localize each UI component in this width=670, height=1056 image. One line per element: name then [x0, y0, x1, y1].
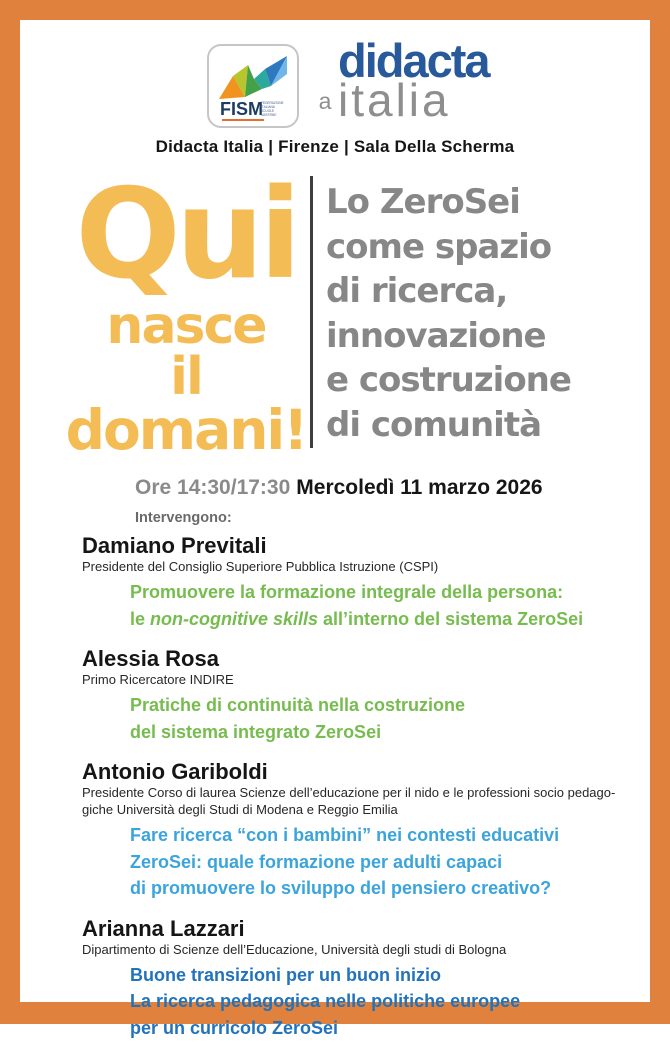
fism-acronym-text: FISM [220, 99, 263, 119]
svg-text:SCUOLE: SCUOLE [261, 109, 275, 113]
title-right-block [326, 180, 656, 447]
speaker-talk-line: le non-cognitive skills all’interno del sistema ZeroSei [130, 608, 584, 629]
svg-text:MATERNE: MATERNE [261, 113, 277, 117]
speaker-talk-line: Buone transizioni per un buon inizio [130, 964, 441, 985]
title-left-line: Qui [75, 163, 297, 307]
speaker-name: Arianna Lazzari [82, 915, 245, 941]
svg-text:ITALIANA: ITALIANA [261, 105, 275, 109]
title-left-line: il [170, 347, 202, 407]
speaker-role: Presidente del Consiglio Superiore Pubblica Istruzione (CSPI) [82, 559, 439, 574]
speaker-name: Damiano Previtali [82, 533, 267, 558]
title-left-line: nasce [106, 296, 266, 356]
speaker-talk-line: di promuovere lo sviluppo del pensiero creativo? [130, 878, 552, 898]
logo-connector-a: a [318, 88, 332, 114]
speaker-role: Presidente Corso di laurea Scienze dell’educazione per il nido e le professioni socio pedago- [82, 785, 616, 800]
event-date: Mercoledì 11 marzo 2026 [296, 476, 543, 499]
speaker-block [82, 917, 627, 1042]
title-right-line: Lo ZeroSei [326, 182, 520, 222]
venue-tagline: Didacta Italia | Firenze | Sala Della Scherma [155, 137, 515, 156]
speaker-role: Primo Ricercatore INDIRE [82, 672, 234, 687]
speaker-name: Antonio Gariboldi [82, 759, 268, 784]
speaker-talk-line: per un curricolo ZeroSei [130, 1017, 339, 1038]
speaker-talk-title [130, 962, 627, 1042]
event-datetime [135, 476, 543, 500]
title-right-line: di comunità [326, 404, 542, 445]
italia-wordmark: italia [338, 74, 451, 126]
didacta-italia-logo [338, 34, 489, 126]
speaker-block [82, 760, 627, 902]
title-right-line: e costruzione [326, 360, 571, 400]
speaker-talk-title [130, 822, 627, 902]
title-divider [310, 176, 313, 448]
speaker-block [82, 534, 627, 632]
speaker-talk-line: del sistema integrato ZeroSei [130, 721, 382, 742]
event-time: Ore 14:30/17:30 [135, 476, 291, 499]
speaker-talk-line: Promuovere la formazione integrale della persona: [130, 582, 564, 602]
title-right-line: come spazio [326, 226, 552, 267]
didacta-wordmark: didacta [338, 34, 489, 87]
speaker-talk-line: La ricerca pedagogica nelle politiche europee [130, 991, 521, 1011]
speakers-intro-label: Intervengono: [135, 510, 232, 526]
speaker-role: Dipartimento di Scienze dell’Educazione, Università degli studi di Bologna [82, 941, 507, 957]
speaker-block [82, 647, 627, 745]
title-left-block [60, 163, 312, 462]
fism-logo-mark-icon [207, 44, 299, 128]
poster-content-area [20, 20, 650, 1038]
title-right-line: di ricerca, [326, 271, 508, 311]
speaker-talk-line: Pratiche di continuità nella costruzione [130, 695, 466, 715]
svg-text:FEDERAZIONE: FEDERAZIONE [261, 101, 284, 105]
title-left-line: domani! [65, 398, 307, 462]
speaker-talk-title [130, 692, 627, 745]
speaker-talk-title [130, 579, 627, 632]
title-right-line: innovazione [326, 315, 546, 356]
speaker-role: giche Università degli Studi di Modena e Reggio Emilia [82, 802, 398, 817]
speaker-name: Alessia Rosa [82, 646, 219, 671]
speakers-list [82, 534, 627, 1056]
fism-logo [207, 44, 299, 128]
speaker-talk-line: Fare ricerca “con i bambini” nei contesti educativi [130, 825, 560, 845]
fism-bottom-tagline [222, 119, 264, 121]
speaker-talk-line: ZeroSei: quale formazione per adulti capaci [130, 851, 503, 872]
